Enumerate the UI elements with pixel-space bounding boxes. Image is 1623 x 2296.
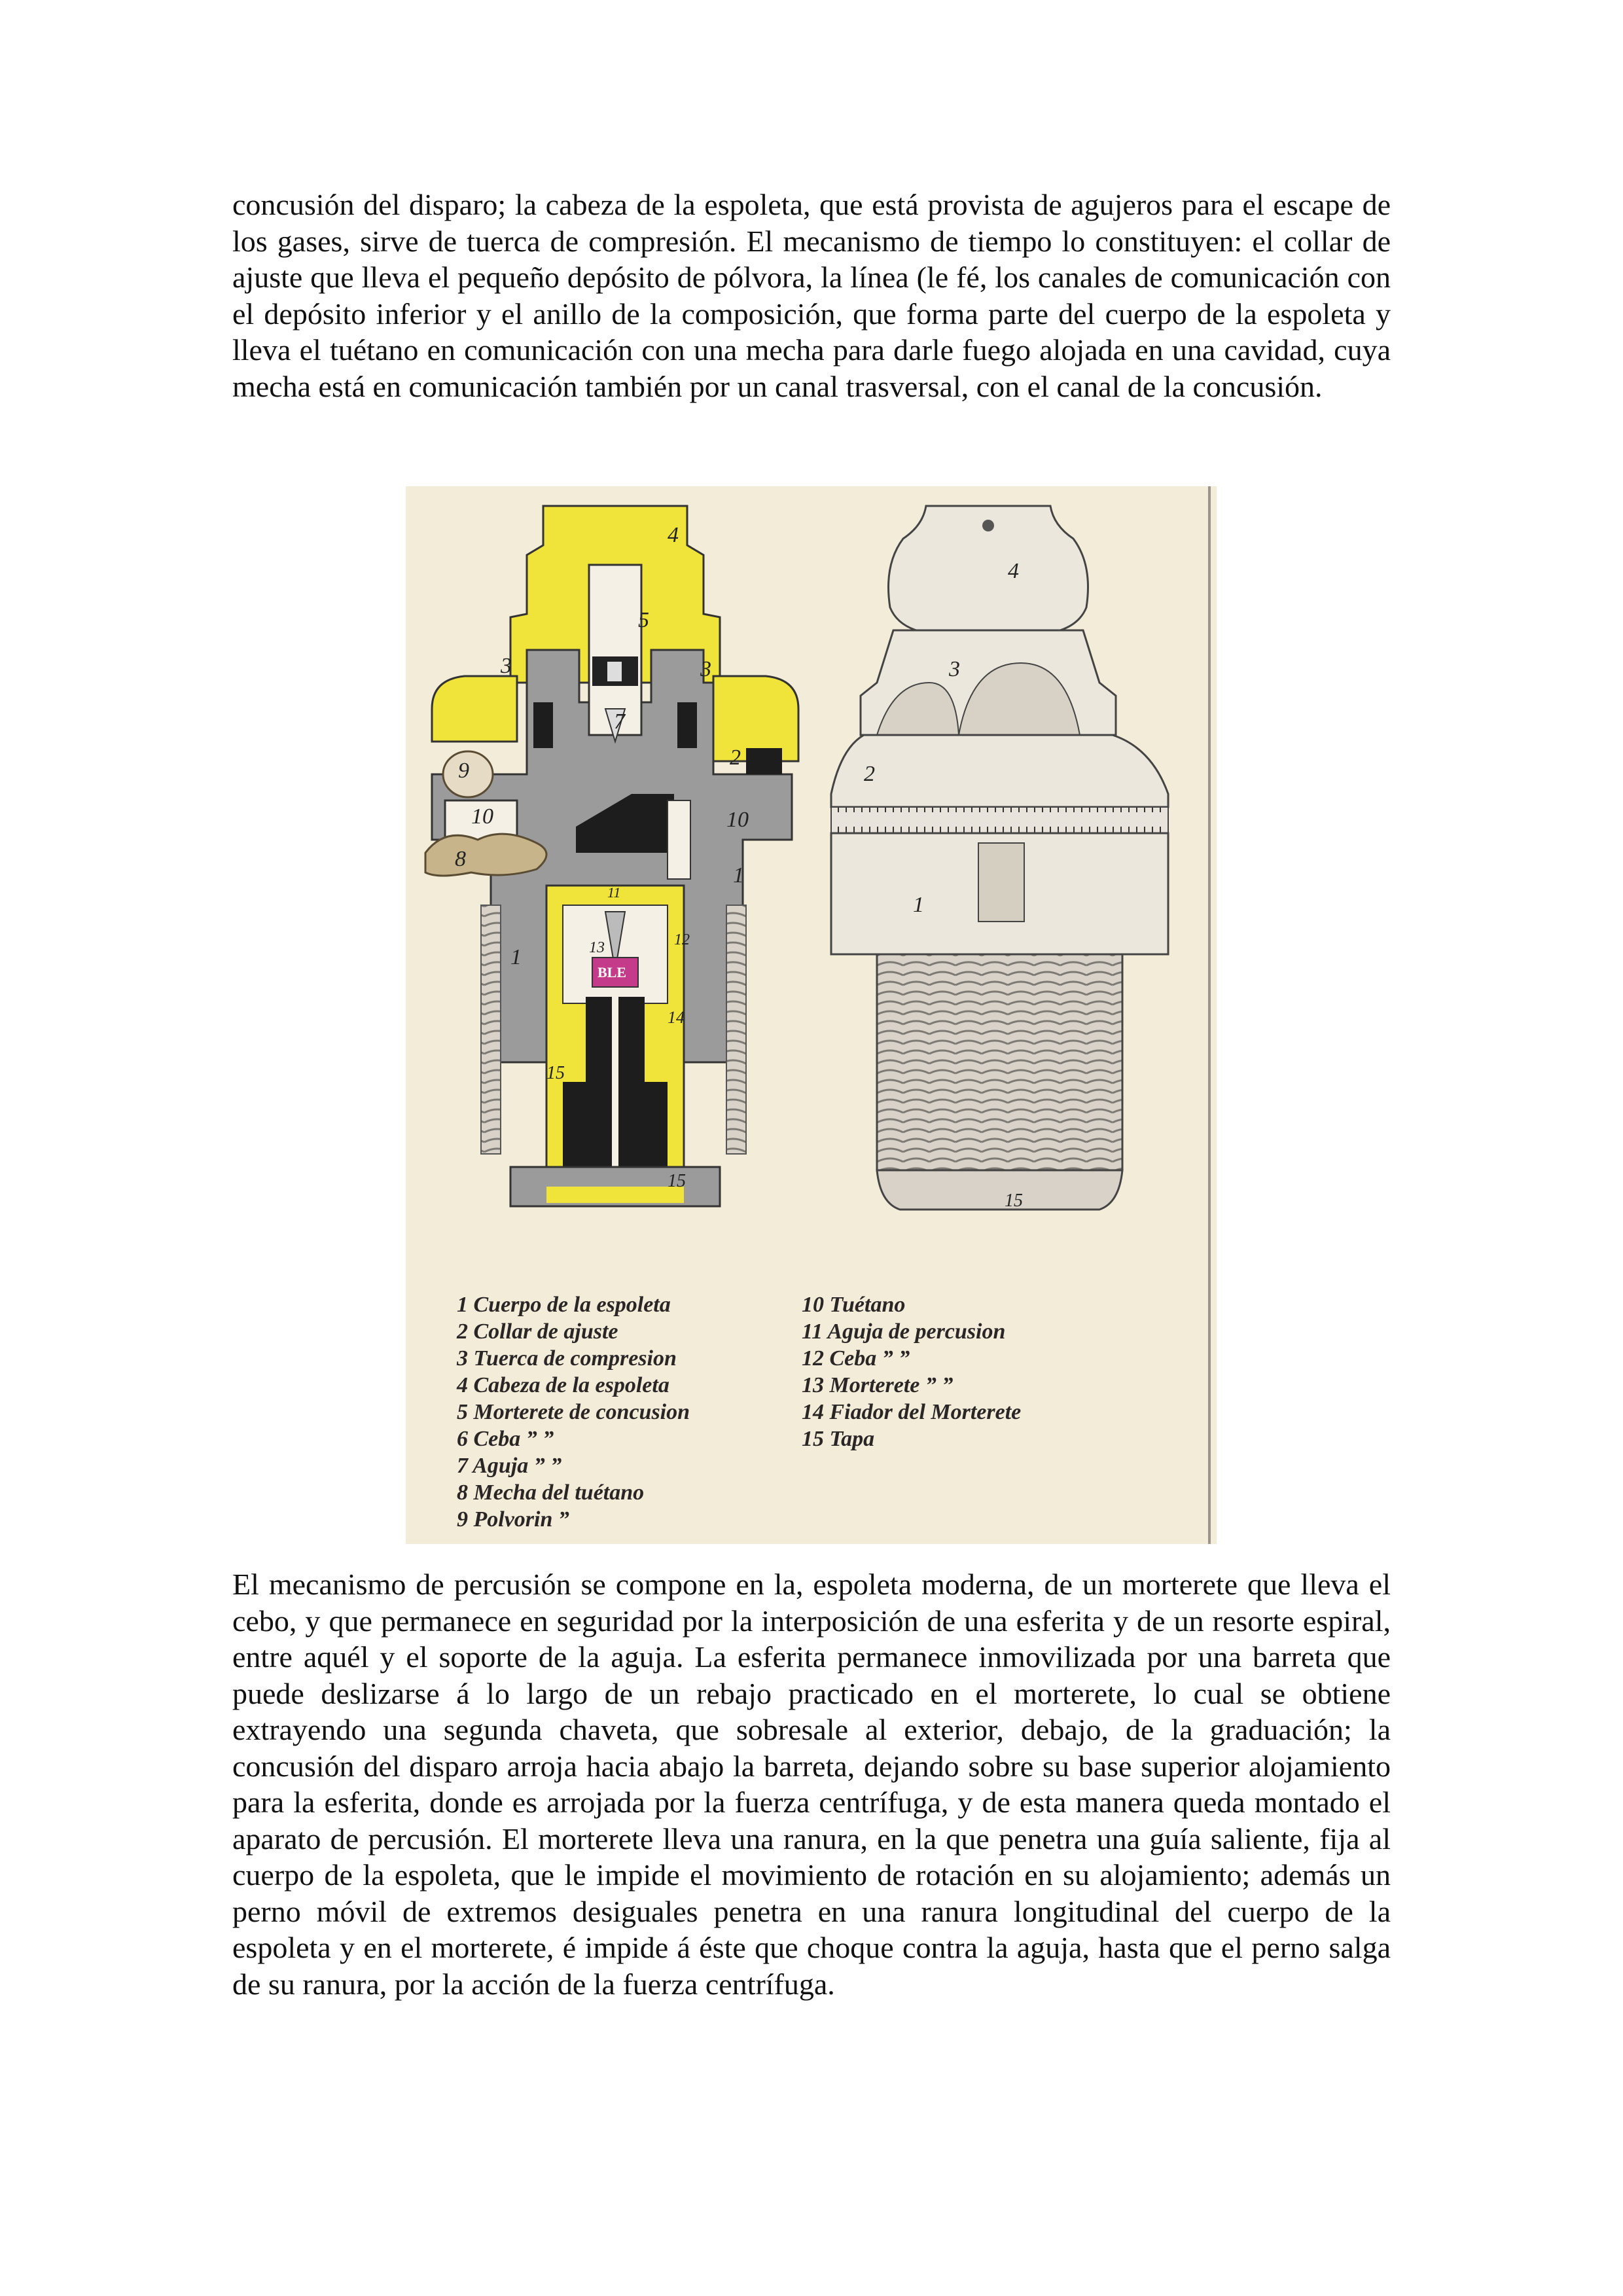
section-label-9: 9	[458, 759, 469, 783]
section-label-12: 12	[674, 931, 690, 948]
exterior-view	[831, 506, 1168, 1211]
legend-item: 9 Polvorin ”	[457, 1507, 569, 1532]
section-label-11: 11	[607, 884, 621, 901]
section-label-10b: 10	[726, 808, 749, 832]
legend-item: 13 Morterete ” ”	[802, 1373, 954, 1397]
paragraph-top: concusión del disparo; la cabeza de la espoleta, que está provista de agujeros para el escape de los gases, sirve de tuerca de compresión. El mecanismo de tiempo lo constituyen: el collar de ajuste que lleva el pequeño depósito de pólvora, la línea (le fé, los canales de comunicación con el depósito inferior y el anillo de la composición, que forma parte del cuerpo de la espoleta y lleva el tuétano en comunicación con una mecha para darle fuego alojada en una cavidad, cuya mecha está en comunicación también por un canal trasversal, con el canal de la concusión.	[232, 188, 1391, 403]
legend-right	[802, 1291, 1021, 1452]
section-label-7: 7	[614, 709, 625, 734]
section-label-15b: 15	[668, 1171, 686, 1191]
exterior-label-4: 4	[1008, 559, 1019, 583]
legend-item: 12 Ceba ” ”	[802, 1346, 910, 1371]
legend-item: 15 Tapa	[802, 1427, 875, 1451]
section-label-4: 4	[668, 523, 679, 547]
section-label-1a: 1	[733, 863, 744, 888]
section-label-2: 2	[730, 745, 741, 770]
section-label-3b: 3	[700, 657, 711, 681]
paragraph-bottom: El mecanismo de percusión se compone en la, espoleta moderna, de un morterete que lleva el cebo, y que permanece en seguridad por la interposición de una esferita y de un resorte espiral, entre aquél y el soporte de la aguja. La esferita permanece inmovilizada por una barreta que puede deslizarse á lo largo de un rebajo practicado en el morterete, lo cual se obtiene extrayendo una segunda chaveta, que sobresale al exterior, debajo, de la graduación; la concusión del disparo arroja hacia abajo la barreta, dejando sobre su base superior alojamiento para la esferita, donde es arrojada por la fuerza centrífuga, y de esta manera queda montado el aparato de percusión. El morterete lleva una ranura, en la que penetra una guía saliente, fija al cuerpo de la espoleta, que le impide el movimiento de rotación en su alojamiento; además un perno móvil de extremos desiguales penetra en una ranura longitudinal del cuerpo de la espoleta y en el morterete, é impide á éste que choque contra la aguja, hasta que el perno salga de su ranura, por la acción de la fuerza centrífuga.	[232, 1568, 1391, 2001]
legend-item: 10 Tuétano	[802, 1293, 906, 1317]
legend-item: 6 Ceba ” ”	[457, 1427, 554, 1451]
legend-item: 5 Morterete de concusion	[457, 1400, 690, 1424]
legend-item: 4 Cabeza de la espoleta	[457, 1373, 669, 1397]
legend-item: 3 Tuerca de compresion	[457, 1346, 677, 1371]
legend-item: 7 Aguja ” ”	[457, 1454, 562, 1478]
legend-item: 8 Mecha del tuétano	[457, 1480, 645, 1505]
exterior-label-15: 15	[1005, 1191, 1023, 1211]
section-label-1b: 1	[510, 945, 522, 969]
section-label-13: 13	[589, 939, 605, 956]
section-label-15a: 15	[546, 1063, 565, 1083]
section-view	[425, 506, 798, 1206]
legend-item: 14 Fiador del Morterete	[802, 1400, 1022, 1424]
legend-left	[457, 1291, 690, 1533]
exterior-label-2: 2	[864, 762, 875, 786]
section-label-8: 8	[455, 847, 466, 871]
legend-item: 2 Collar de ajuste	[457, 1319, 618, 1344]
fuse-figure	[406, 486, 1217, 1544]
section-label-14: 14	[668, 1008, 685, 1027]
legend-item: 1 Cuerpo de la espoleta	[457, 1293, 671, 1317]
section-label-5: 5	[638, 608, 649, 632]
block-label: BLE	[597, 964, 627, 980]
exterior-label-1: 1	[913, 893, 924, 917]
exterior-label-3: 3	[949, 657, 960, 681]
section-label-3a: 3	[501, 654, 512, 678]
legend-item: 11 Aguja de percusion	[802, 1319, 1006, 1344]
section-label-10a: 10	[471, 804, 493, 829]
